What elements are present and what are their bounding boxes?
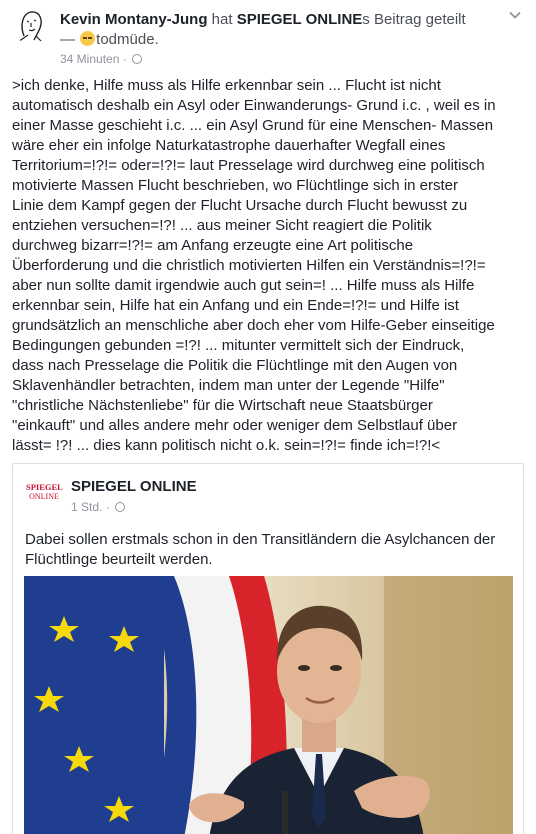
sleepy-face-icon [80, 31, 95, 46]
author-line [60, 10, 500, 30]
shared-post-photo[interactable] [24, 576, 513, 834]
meta-separator: · [119, 52, 131, 66]
photo-illustration [24, 576, 513, 834]
author-avatar[interactable] [12, 6, 50, 44]
globe-icon [115, 502, 125, 512]
post-timestamp[interactable]: 34 Minuten [60, 52, 120, 66]
shared-timestamp[interactable]: 1 Std. [71, 500, 103, 514]
globe-icon [132, 54, 142, 64]
post-body-text: >ich denke, Hilfe muss als Hilfe erkennbar sein ... Flucht ist nicht automatisch deshalb ein Asyl oder Einwanderungs- Grund i.c. , weil es in einer Masse geschieht i.c. ... ein Asyl Grund für eine Menschen- Massen wäre eher ein infolge Naturkatastrophe dauerhafter Wegfall eines Territorium=!?!= oder=!?!= laut Presselage wird durchweg eine politisch motivierte Massen Flucht beschrieben, wo Flüchtlinge sich in erster Linie dem Kampf gegen der Flucht Ursache durch Flucht bewusst zu entziehen versuchen=!?! ... aus meiner Sicht reagiert die Politik durchweg bizarr=!?!= am Anfang erzeugte eine Art politische Überforderung und die christlich motivierten Hilfen ein Verständnis=!?!= aber nun sollte damit irgendwie auch gut sein=! ... Hilfe muss als Hilfe erkennbar sein, Hilfe hat ein Anfang und ein Ende=!?!= und Hilfe ist grundsätzlich an menschliche aber doch eher vom Hilfe-Geber einseitige Bedingungen gebunden =!?! ... mitunter vermittelt sich der Eindruck, dass nach Presselage die Politik die Flüchtlinge mit den Augen von Sklavenhändler betrachten, indem man unter der Legende "Hilfe" "christliche Nächstenliebe" für die Wirtschaft neue Staatsbürger "einkauft" und alles andere mehr oder weniger dem Selbstlauf über lässt= !?! ... dies kann politisch nicht o.k. sein=!?!= finde ich=!?!< [12, 77, 496, 454]
shared-page-title[interactable]: SPIEGEL ONLINE [71, 478, 197, 495]
logo-line-2: ONLINE [29, 492, 59, 501]
shared-connector: hat [207, 11, 237, 28]
feeling-prefix: — [60, 31, 80, 48]
logo-line-1: SPIEGEL [26, 482, 63, 492]
spiegel-online-logo[interactable] [26, 482, 62, 504]
chevron-down-icon[interactable] [508, 8, 522, 22]
shared-post-text: Dabei sollen erstmals schon in den Transitländern die Asylchancen der Flüchtlinge beurteilt werden. [25, 531, 496, 568]
feeling-line [60, 30, 159, 50]
shared-post-card[interactable] [12, 463, 524, 834]
shared-meta [71, 500, 125, 514]
post-meta [60, 52, 142, 66]
shared-page-name[interactable]: SPIEGEL ONLINE [236, 11, 363, 28]
shared-meta-separator: · [102, 500, 114, 514]
feeling-text: todmüde. [96, 31, 159, 48]
post-header [0, 0, 536, 70]
avatar-sketch-icon [12, 6, 50, 44]
author-name[interactable]: Kevin Montany-Jung [60, 11, 208, 28]
shared-suffix: s Beitrag geteilt [362, 11, 466, 28]
